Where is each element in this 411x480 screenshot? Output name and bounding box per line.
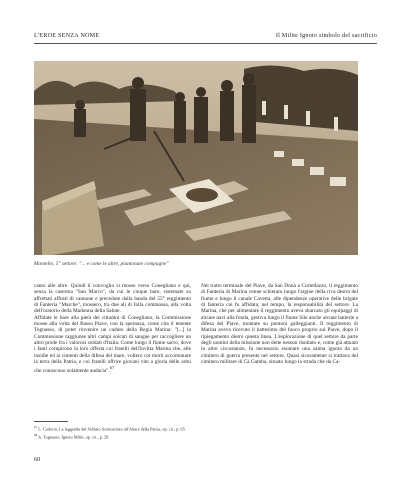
paragraph: Nel tratto terminale del Piave, da San Donà a Cortellazzo, il reggimento di Fanteria di Marina venne schierato lungo l'argine della riva destra del fiume e lungo il canale Cavetta, alle dipendenze operative delle brigate di fanteria cui fu affidata, nel tempo, la responsabilità del settore. La Marina, che per alimentare il reggimento aveva sbarcato gli equipaggi di alcune navi alla fonda, gestiva lungo il fiume Sile anche alcune batterie a difesa del Piave, montate su pontoni galleggianti. Il reggimento di Marina aveva ricevuto il battesimo del fuoco proprio sul Piave, dopo il ripiegamento dietro questa linea. L'esplorazione di quel settore da parte degli uomini della missione non dette nessun risultato e, come già attuato in altre circostanze, fu necessario esumare una salma ignota da un cimitero di guerra presente nel settore. Quasi sicuramente si trattava del cimitero militare di Cà Gamba, situato lungo la strada che da Ca- <box>201 283 358 366</box>
page-number: 60 <box>34 456 41 463</box>
footnote-reference[interactable]: 67 <box>109 365 115 371</box>
header-rule <box>34 43 377 44</box>
figure-caption: Montello, 5° settore: "... e come le altre, piantonate compagne" <box>34 261 169 267</box>
historical-photograph <box>34 61 358 255</box>
footnote: $^{68}$ A. Tognasso, Ignoto Militi, op. cit., p. 29. <box>34 433 110 440</box>
running-head-title: L'EROE SENZA NOME <box>34 32 100 39</box>
right-column <box>201 283 358 398</box>
footnote-rule <box>34 421 68 422</box>
paragraph: Affidate le bare alla pietà dei cittadini di Conegliano, la Commissione mosse alla volta del Basso Piave, con la speranza, come cita il tenente Tognasso, di poter rinvenire un caduto della Regia Marina: "[...] la Commissione raggiunse altri campi solcati di sangue per raccogliere un altro prode fra i valorosi soldati d'Italia. Come lungo il fiume sacro, dove i fanti compirono la loro offerta coi fratelli dell'invitta Marina che, alle insidie ed ai cimenti della difesa del mare, vollero coi morti accomunare la terra della Patria, e coi fratelli offrire giovani vite a gloria delle armi che conoscono solamente audacia".$^{67}$ <box>34 314 191 375</box>
left-column <box>34 283 191 398</box>
footnotes <box>34 424 354 441</box>
running-head-chapter: Il Milite Ignoto simbolo del sacrificio <box>275 32 377 39</box>
paragraph: canto alle altre. Quindi il convoglio si mosse verso Conegliano e qui, senza la caserma "San Marco", da cui le cinque bare, sistemate su affrettati affusti di cannone e precedute dalla banda del 55° reggimento di Fanteria "Marche", mossero, tra due ali di folla commossa, alla volta dell'oratorio della Madonna della Salute. <box>34 283 191 315</box>
body-text <box>34 283 358 398</box>
footnote: $^{67}$ L. Cadorin, La leggenda del Soldato Sconosciuto all'Altare della Patria, op. cit., p. 65. <box>34 425 186 432</box>
